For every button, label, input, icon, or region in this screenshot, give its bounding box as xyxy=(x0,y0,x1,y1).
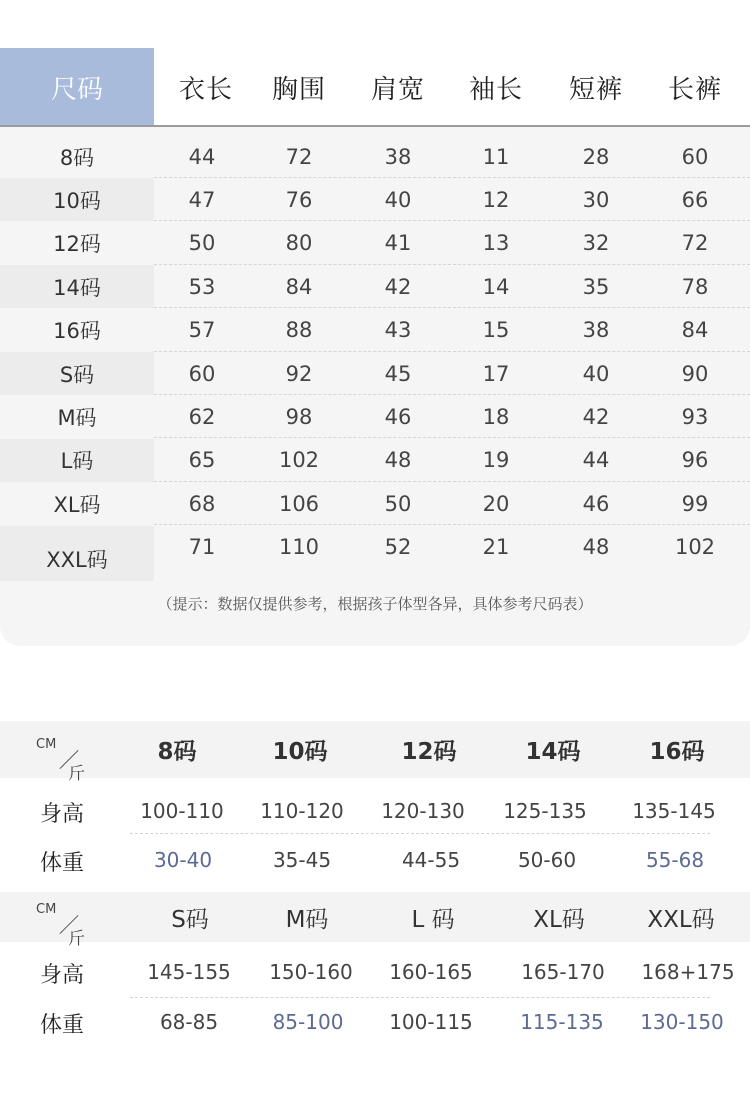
value-cell: 47 xyxy=(188,187,216,212)
value-cell: 102 xyxy=(674,535,716,560)
value-cell: 20 xyxy=(482,491,510,516)
value-cell: 93 xyxy=(681,404,709,429)
value-cell: 66 xyxy=(681,187,709,212)
row-divider xyxy=(130,833,710,834)
value-cell: 38 xyxy=(384,144,412,169)
table-row xyxy=(0,439,750,482)
value-cell: 60 xyxy=(188,361,216,386)
value-cell: 84 xyxy=(285,274,313,299)
table-row xyxy=(0,482,750,525)
size-m: M码 xyxy=(285,906,329,933)
weight-value: 85-100 xyxy=(272,1010,344,1034)
value-cell: 71 xyxy=(188,535,216,560)
size-10: 10码 xyxy=(272,739,328,765)
value-cell: 40 xyxy=(582,361,610,386)
measurement-header-row xyxy=(154,48,750,127)
value-cell: 42 xyxy=(384,274,412,299)
value-cell: 102 xyxy=(278,448,320,473)
value-cell: 53 xyxy=(188,274,216,299)
height-value: 160-165 xyxy=(389,960,473,984)
height-value: 100-110 xyxy=(140,799,224,823)
value-cell: 57 xyxy=(188,318,216,343)
height-value: 168+175 xyxy=(641,960,735,984)
size-cell: M码 xyxy=(57,405,97,430)
value-cell: 12 xyxy=(482,187,510,212)
table-row xyxy=(0,265,750,308)
value-cell: 76 xyxy=(285,187,313,212)
size-16: 16码 xyxy=(649,739,705,765)
size-cell: S码 xyxy=(0,352,154,395)
value-cell: 88 xyxy=(285,318,313,343)
value-cell: 11 xyxy=(482,144,510,169)
value-cell: 42 xyxy=(582,404,610,429)
value-cell: 72 xyxy=(681,231,709,256)
unit-label xyxy=(36,902,96,952)
value-cell: 99 xyxy=(681,491,709,516)
value-cell: 50 xyxy=(188,231,216,256)
value-cell: 14 xyxy=(482,274,510,299)
value-cell: 84 xyxy=(681,318,709,343)
size-xxl: XXL码 xyxy=(647,906,715,933)
size-cell: XXL码 xyxy=(0,526,154,581)
size-column-header: 尺码 xyxy=(0,48,154,127)
value-cell: 60 xyxy=(681,144,709,169)
unit-jin: 斤 xyxy=(68,929,85,949)
size-band xyxy=(0,892,750,949)
size-8: 8码 xyxy=(157,739,197,765)
value-cell: 46 xyxy=(582,491,610,516)
value-cell: 13 xyxy=(482,231,510,256)
table-row xyxy=(0,135,750,178)
weight-value: 50-60 xyxy=(517,848,577,872)
size-12: 12码 xyxy=(401,739,457,765)
size-note: （提示：数据仅提供参考，根据孩子体型各异，具体参考尺码表） xyxy=(157,595,593,613)
size-14: 14码 xyxy=(525,739,581,765)
value-cell: 40 xyxy=(384,187,412,212)
weight-value: 44-55 xyxy=(401,848,461,872)
header-shoulder: 肩宽 xyxy=(370,75,425,105)
header-length: 衣长 xyxy=(178,75,233,105)
value-cell: 43 xyxy=(384,318,412,343)
weight-value: 55-68 xyxy=(645,848,705,872)
weight-label: 体重 xyxy=(40,851,85,876)
size-cell: 16码 xyxy=(53,319,101,344)
value-cell: 21 xyxy=(482,535,510,560)
header-shorts: 短裤 xyxy=(568,75,623,105)
size-s: S码 xyxy=(171,906,209,933)
unit-cm: CM xyxy=(36,737,57,752)
size-cell: 12码 xyxy=(53,232,101,257)
size-xl: XL码 xyxy=(533,906,585,933)
row-divider xyxy=(130,997,710,998)
weight-value: 68-85 xyxy=(159,1010,219,1034)
table-row xyxy=(0,352,750,395)
value-cell: 28 xyxy=(582,144,610,169)
value-cell: 78 xyxy=(681,274,709,299)
unit-label xyxy=(36,737,96,787)
height-value: 145-155 xyxy=(147,960,231,984)
height-value: 165-170 xyxy=(521,960,605,984)
value-cell: 98 xyxy=(285,404,313,429)
value-cell: 35 xyxy=(582,274,610,299)
size-cell: 14码 xyxy=(0,265,154,308)
value-cell: 68 xyxy=(188,491,216,516)
value-cell: 52 xyxy=(384,535,412,560)
height-value: 110-120 xyxy=(260,799,344,823)
value-cell: 92 xyxy=(285,361,313,386)
value-cell: 44 xyxy=(582,448,610,473)
value-cell: 19 xyxy=(482,448,510,473)
value-cell: 15 xyxy=(482,318,510,343)
table-row xyxy=(0,526,750,573)
size-cell: 8码 xyxy=(59,145,95,170)
value-cell: 80 xyxy=(285,231,313,256)
height-value: 120-130 xyxy=(381,799,465,823)
value-cell: 106 xyxy=(278,491,320,516)
weight-value: 130-150 xyxy=(640,1010,724,1034)
height-label: 身高 xyxy=(40,802,85,827)
value-cell: 65 xyxy=(188,448,216,473)
table-row xyxy=(0,309,750,352)
unit-cm: CM xyxy=(36,902,57,917)
header-sleeve: 袖长 xyxy=(468,75,523,105)
weight-label: 体重 xyxy=(40,1013,85,1038)
value-cell: 72 xyxy=(285,144,313,169)
header-divider xyxy=(0,125,750,127)
value-cell: 18 xyxy=(482,404,510,429)
value-cell: 48 xyxy=(384,448,412,473)
value-cell: 32 xyxy=(582,231,610,256)
value-cell: 62 xyxy=(188,404,216,429)
size-cell: 10码 xyxy=(0,178,154,221)
size-chart-table xyxy=(0,48,750,646)
unit-jin: 斤 xyxy=(68,764,85,784)
size-cell: XL码 xyxy=(53,492,101,517)
weight-value: 115-135 xyxy=(520,1010,604,1034)
header-pants: 长裤 xyxy=(667,75,722,105)
weight-value: 100-115 xyxy=(389,1010,473,1034)
size-cell: L码 xyxy=(0,439,154,482)
height-value: 135-145 xyxy=(632,799,716,823)
value-cell: 90 xyxy=(681,361,709,386)
value-cell: 30 xyxy=(582,187,610,212)
table-row xyxy=(0,395,750,438)
value-cell: 48 xyxy=(582,535,610,560)
value-cell: 41 xyxy=(384,231,412,256)
table-row xyxy=(0,178,750,221)
size-l: L 码 xyxy=(411,906,455,933)
size-band xyxy=(0,721,750,784)
height-value: 125-135 xyxy=(503,799,587,823)
weight-value: 30-40 xyxy=(153,848,213,872)
value-cell: 38 xyxy=(582,318,610,343)
value-cell: 44 xyxy=(188,144,216,169)
value-cell: 50 xyxy=(384,491,412,516)
weight-value: 35-45 xyxy=(272,848,332,872)
height-value: 150-160 xyxy=(269,960,353,984)
value-cell: 17 xyxy=(482,361,510,386)
header-chest: 胸围 xyxy=(271,75,326,105)
height-label: 身高 xyxy=(40,963,85,988)
table-row xyxy=(0,222,750,265)
value-cell: 45 xyxy=(384,361,412,386)
value-cell: 96 xyxy=(681,448,709,473)
value-cell: 110 xyxy=(278,535,320,560)
value-cell: 46 xyxy=(384,404,412,429)
